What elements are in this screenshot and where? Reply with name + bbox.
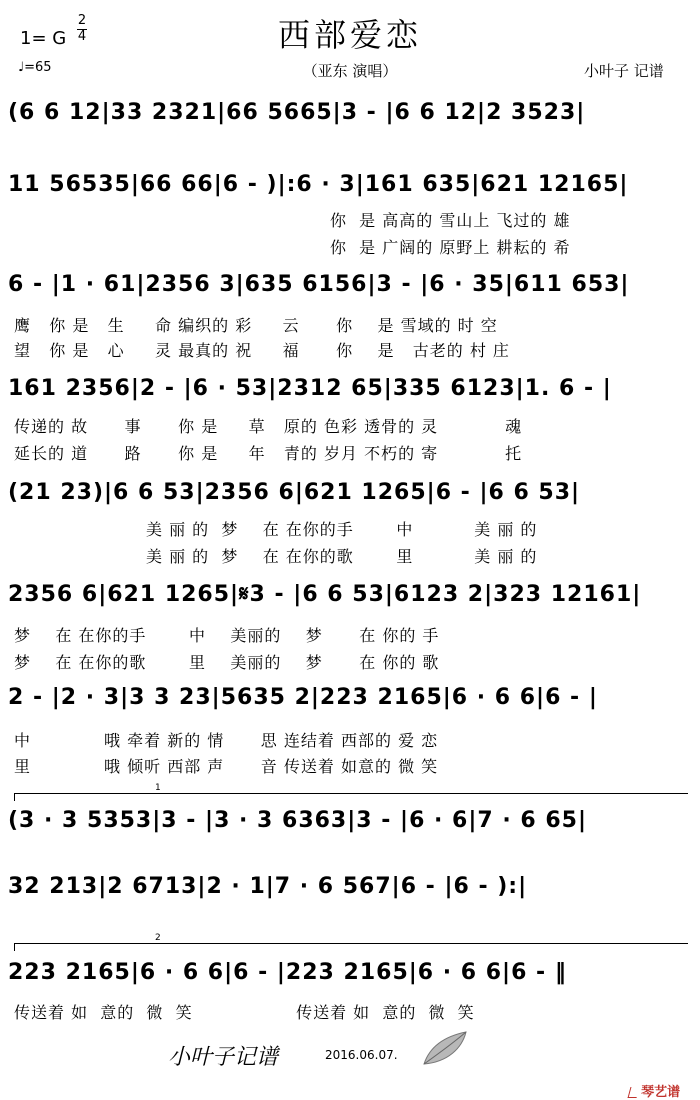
volta-2-number: 2 — [155, 933, 161, 943]
lyric-line-7b: 里 哦 倾听 西部 声 音 传送着 如意的 微 笑 — [14, 757, 439, 776]
volta-1-number: 1 — [155, 783, 161, 793]
logo-text: 琴艺谱 — [641, 1085, 681, 1100]
lyric-line-4a: 传递的 故 事 你 是 草 原的 色彩 透骨的 灵 魂 — [14, 417, 523, 436]
lyric-line-3a: 鹰 你 是 生 命 编织的 彩 云 你 是 雪域的 时 空 — [14, 316, 498, 335]
lyric-line-2b: 你 是 广阔的 原野上 耕耘的 希 — [330, 238, 571, 257]
notation-line-2: 11 56535|66 66|6 - )|:6 · 3|161 635|621 12165| — [8, 172, 629, 197]
volta-2-bracket-end — [14, 943, 15, 951]
volta-1-bracket-end — [14, 793, 15, 801]
notation-line-1: (6 6 12|33 2321|66 5665|3 - |6 6 12|2 3523| — [8, 100, 586, 125]
lyric-line-5a: 美 丽 的 梦 在 在你的手 中 美 丽 的 — [146, 520, 538, 539]
lyric-line-6b: 梦 在 在你的歌 里 美丽的 梦 在 你的 歌 — [14, 653, 440, 672]
volta-2-bracket — [14, 943, 688, 944]
lyric-line-4b: 延长的 道 路 你 是 年 青的 岁月 不朽的 寄 托 — [14, 444, 523, 463]
song-title: 西部爱恋 — [277, 16, 422, 54]
time-signature-bottom: 4 — [77, 29, 87, 44]
notation-line-5: (21 23)|6 6 53|2356 6|621 1265|6 - |6 6 53| — [8, 480, 581, 505]
notation-line-9: 32 213|2 6713|2 · 1|7 · 6 567|6 - |6 - ):| — [8, 874, 528, 899]
site-logo[interactable] — [620, 1066, 680, 1100]
notation-line-10: 223 2165|6 · 6 6|6 - |223 2165|6 · 6 6|6 - ‖ — [8, 960, 567, 985]
lyric-line-6a: 梦 在 在你的手 中 美丽的 梦 在 你的 手 — [14, 626, 440, 645]
notation-line-4: 161 2356|2 - |6 · 53|2312 65|335 6123|1. 6 - | — [8, 376, 612, 401]
performer-subtitle: （亚东 演唱） — [302, 62, 398, 80]
notation-line-3: 6 - |1 · 61|2356 3|635 6156|3 - |6 · 35|611 653| — [8, 272, 630, 297]
key-signature: 1= G — [20, 28, 67, 49]
transcriber-credit: 小叶子 记谱 — [584, 62, 664, 80]
tempo-mark: ♩=65 — [18, 60, 52, 75]
notation-line-8: (3 · 3 5353|3 - |3 · 3 6363|3 - |6 · 6|7 · 6 65| — [8, 808, 587, 833]
notation-line-7: 2 - |2 · 3|3 3 23|5635 2|223 2165|6 · 6 6|6 - | — [8, 685, 598, 710]
leaf-icon — [420, 1030, 470, 1070]
transcriber-signature: 小叶子记谱 — [168, 1045, 279, 1070]
transcription-date: 2016.06.07. — [325, 1048, 398, 1062]
time-signature-top: 2 — [77, 13, 87, 28]
lyric-line-5b: 美 丽 的 梦 在 在你的歌 里 美 丽 的 — [146, 547, 538, 566]
lyric-line-3b: 望 你 是 心 灵 最真的 祝 福 你 是 古老的 村 庄 — [14, 341, 510, 360]
volta-1-bracket — [14, 793, 688, 794]
lyric-line-7a: 中 哦 牵着 新的 情 思 连结着 西部的 爱 恋 — [14, 731, 439, 750]
notation-line-6: 2356 6|621 1265|𝄋3 - |6 6 53|6123 2|323 12161| — [8, 582, 642, 607]
lyric-line-10: 传送着 如 意的 微 笑 传送着 如 意的 微 笑 — [14, 1003, 475, 1022]
lyric-line-2a: 你 是 高高的 雪山上 飞过的 雄 — [330, 211, 571, 230]
